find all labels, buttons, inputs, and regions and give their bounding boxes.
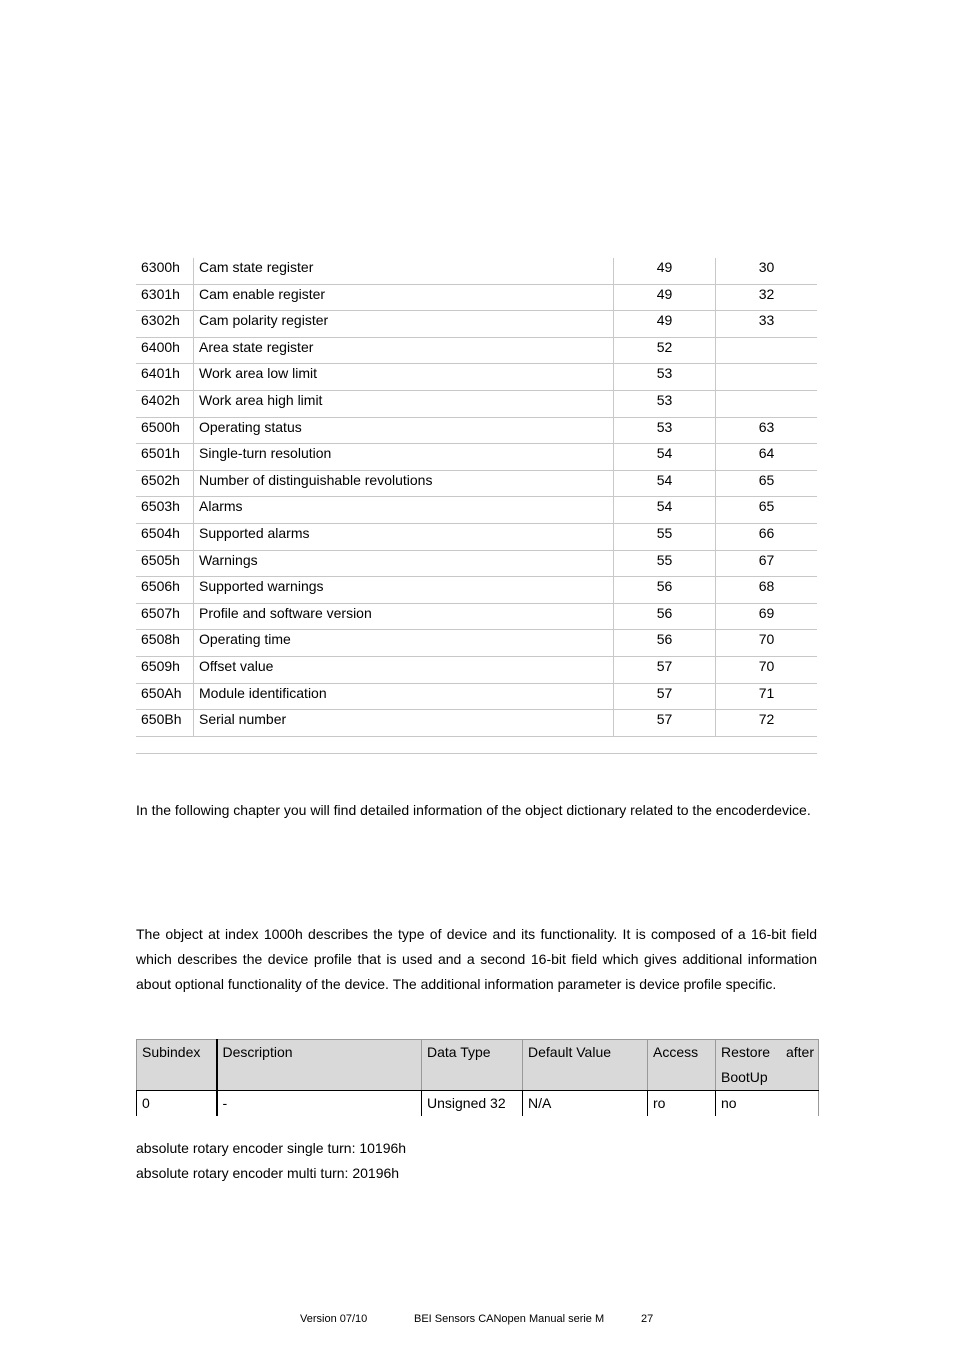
table-row [136,284,817,311]
cell-access: ro [648,1091,716,1117]
table-row [136,258,817,284]
object-name: Operating time [194,630,614,657]
footer-version: Version 07/10 [300,1313,368,1325]
object-page-2: 69 [716,603,818,630]
object-page-2: 67 [716,550,818,577]
object-page-1: 56 [614,603,716,630]
table-row [136,390,817,417]
object-name: Module identification [194,683,614,710]
object-page-1: 56 [614,630,716,657]
object-index: 6302h [136,311,194,338]
object-page-1: 56 [614,577,716,604]
object-index: 6400h [136,337,194,364]
object-index: 6402h [136,390,194,417]
subindex-table-row [137,1091,819,1117]
table-row [136,311,817,338]
object-index: 6500h [136,417,194,444]
object-name: Cam state register [194,258,614,284]
object-name: Cam polarity register [194,311,614,338]
object-index: 6502h [136,470,194,497]
object-page-2 [716,364,818,391]
object-page-2: 63 [716,417,818,444]
object-name: Profile and software version [194,603,614,630]
header-default-value: Default Value [523,1040,648,1091]
footer-title: BEI Sensors CANopen Manual serie M [414,1313,605,1325]
object-page-1: 52 [614,337,716,364]
header-restore-after-bootup [716,1040,819,1091]
object-name: Work area low limit [194,364,614,391]
cell-description: - [217,1091,422,1117]
object-page-2 [716,337,818,364]
object-page-1: 53 [614,417,716,444]
object-page-1: 55 [614,550,716,577]
object-page-1: 54 [614,497,716,524]
object-name: Single-turn resolution [194,444,614,471]
object-page-2: 30 [716,258,818,284]
object-page-1: 49 [614,284,716,311]
object-name: Warnings [194,550,614,577]
object-index: 650Bh [136,710,194,737]
object-page-2: 33 [716,311,818,338]
object-page-1: 49 [614,311,716,338]
table-row [136,710,817,737]
object-name: Serial number [194,710,614,737]
object-page-1: 53 [614,390,716,417]
object-page-2: 71 [716,683,818,710]
cell-data-type: Unsigned 32 [422,1091,523,1117]
table-row [136,337,817,364]
object-page-2: 70 [716,630,818,657]
object-page-2: 32 [716,284,818,311]
object-name: Cam enable register [194,284,614,311]
header-restore-word-1: Restore [721,1044,771,1060]
object-name: Area state register [194,337,614,364]
object-name: Operating status [194,417,614,444]
note-single-turn: absolute rotary encoder single turn: 10196h [136,1140,407,1156]
cell-subindex: 0 [137,1091,217,1117]
object-index: 6501h [136,444,194,471]
object-page-1: 57 [614,710,716,737]
object-name: Supported alarms [194,523,614,550]
header-description: Description [217,1040,422,1091]
object-page-1: 57 [614,683,716,710]
table-row [136,523,817,550]
object-index: 6301h [136,284,194,311]
table-row [136,470,817,497]
object-index-table-body [136,258,817,736]
object-page-2: 66 [716,523,818,550]
table-row [136,577,817,604]
subindex-table-header-row [137,1040,819,1091]
section-divider [136,753,817,754]
object-page-1: 49 [614,258,716,284]
object-name: Number of distinguishable revolutions [194,470,614,497]
object-index: 6508h [136,630,194,657]
object-index: 6506h [136,577,194,604]
object-index: 6503h [136,497,194,524]
object-index: 6401h [136,364,194,391]
header-subindex: Subindex [137,1040,217,1091]
device-type-paragraph: The object at index 1000h describes the type of device and its functionality. It is composed of a 16-bit field which describes the device profile that is used and a second 16-bit field which gives additional information about optional functionality of the device. The additional information parameter is device profile specific. [136,926,817,992]
table-row [136,364,817,391]
cell-default-value: N/A [523,1091,648,1117]
object-page-2 [716,390,818,417]
table-row [136,656,817,683]
table-row [136,497,817,524]
object-name: Supported warnings [194,577,614,604]
object-index: 6509h [136,656,194,683]
subindex-table [136,1039,819,1116]
header-restore-word-3: BootUp [721,1069,768,1085]
object-page-2: 65 [716,470,818,497]
intro-paragraph: In the following chapter you will find detailed information of the object dictionary related to the encoderdevice. [136,802,811,818]
object-index: 6507h [136,603,194,630]
object-name: Offset value [194,656,614,683]
table-row [136,444,817,471]
table-row [136,630,817,657]
object-index: 6300h [136,258,194,284]
object-page-1: 54 [614,470,716,497]
table-row [136,603,817,630]
cell-restore: no [716,1091,819,1117]
object-index: 650Ah [136,683,194,710]
table-row [136,417,817,444]
object-index: 6505h [136,550,194,577]
object-page-1: 54 [614,444,716,471]
header-data-type: Data Type [422,1040,523,1091]
header-restore-word-2: after [785,1044,814,1060]
object-page-1: 57 [614,656,716,683]
object-page-2: 68 [716,577,818,604]
table-row [136,683,817,710]
object-index: 6504h [136,523,194,550]
object-name: Alarms [194,497,614,524]
object-page-2: 65 [716,497,818,524]
table-row [136,550,817,577]
object-page-2: 70 [716,656,818,683]
object-page-1: 55 [614,523,716,550]
header-access: Access [648,1040,716,1091]
object-name: Work area high limit [194,390,614,417]
note-multi-turn: absolute rotary encoder multi turn: 20196h [136,1165,400,1181]
footer-page-number: 27 [641,1313,654,1325]
object-page-2: 72 [716,710,818,737]
object-page-2: 64 [716,444,818,471]
object-index-table [136,258,817,737]
object-page-1: 53 [614,364,716,391]
